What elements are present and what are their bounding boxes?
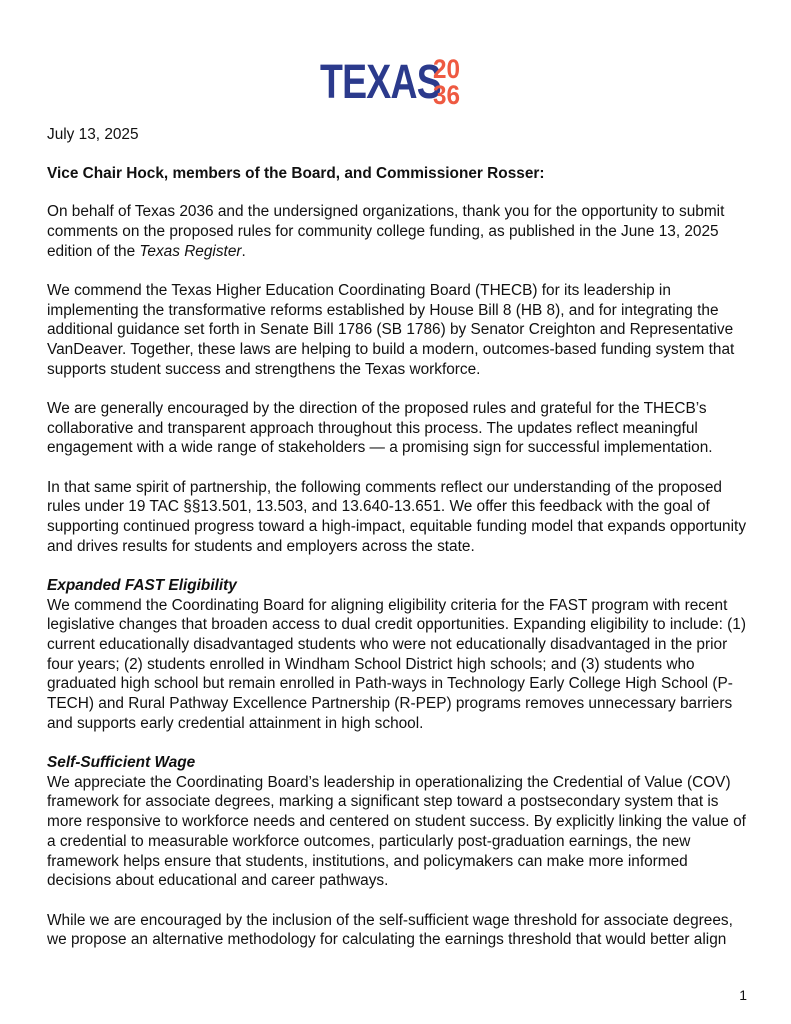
section-paragraph: We commend the Coordinating Board for aligning eligibility criteria for the FAST program with recent legislative changes that broaden access to dual credit opportunities. Expanding eligibility to include: (1) current educationally disadvantaged students who were not educationally disadvantaged in the prior four years; (2) students enrolled in Windham School District high schools; and (3) students who graduated high school but remain enrolled in Path-ways in Technology Early College High School (P-TECH) and Rural Pathway Excellence Partnership (R-PEP) programs removes unnecessary barriers and supports early credential attainment in high school. xyxy=(47,596,746,732)
letter-body xyxy=(47,125,747,969)
paragraph: In that same spirit of partnership, the following comments reflect our understanding of the proposed rules under 19 TAC §§13.501, 13.503, and 13.640-13.651. We offer this feedback with the goal of supporting continued progress toward a high-impact, equitable funding model that expands opportunity and drives results for students and employers across the state. xyxy=(47,478,747,555)
intro-paragraph xyxy=(47,202,747,261)
salutation: Vice Chair Hock, members of the Board, and Commissioner Rosser: xyxy=(47,164,545,182)
logo-year xyxy=(433,56,460,108)
logo-year-top: 20 xyxy=(433,54,461,84)
letter-date: July 13, 2025 xyxy=(47,126,139,143)
section-paragraph: We appreciate the Coordinating Board’s leadership in operationalizing the Credential of Value (COV) framework for associate degrees, marking a significant step toward a postsecondary system that is more responsive to workforce needs and centered on student success. By explicitly linking the value of a credential to measurable workforce outcomes, particularly post-graduation earnings, the new framework helps ensure that students, institutions, and policymakers can make more informed decisions about educational and career pathways. xyxy=(47,773,746,890)
page-number: 1 xyxy=(739,987,747,1003)
texas-2036-logo xyxy=(320,52,470,114)
paragraph: We commend the Texas Higher Education Coordinating Board (THECB) for its leadership in implementing the transformative reforms established by House Bill 8 (HB 8), and for integrating the additional guidance set forth in Senate Bill 1786 (SB 1786) by Senator Creighton and Representative VanDeaver. Together, these laws are helping to build a modern, outcomes-based funding system that supports student success and strengthens the Texas workforce. xyxy=(47,282,735,378)
intro-publication: Texas Register xyxy=(139,242,242,260)
closing-paragraph: While we are encouraged by the inclusion of the self-sufficient wage threshold for associate degrees, we propose an alternative methodology for calculating the earnings threshold that would better align xyxy=(47,911,733,949)
logo-word: TEXAS xyxy=(320,56,441,109)
intro-text: On behalf of Texas 2036 and the undersigned organizations, thank you for the opportunity to submit comments on the proposed rules for community college funding, as published in the June 13, 2025 edition of the xyxy=(47,203,725,260)
logo-year-bottom: 36 xyxy=(433,80,461,110)
intro-end: . xyxy=(241,242,246,260)
section-heading: Expanded FAST Eligibility xyxy=(47,576,237,594)
section-heading: Self-Sufficient Wage xyxy=(47,754,196,772)
paragraph: We are generally encouraged by the direction of the proposed rules and grateful for the THECB’s collaborative and transparent approach throughout this process. The updates reflect meaningful engagement with a wide range of stakeholders — a promising sign for successful implementation. xyxy=(47,400,713,457)
